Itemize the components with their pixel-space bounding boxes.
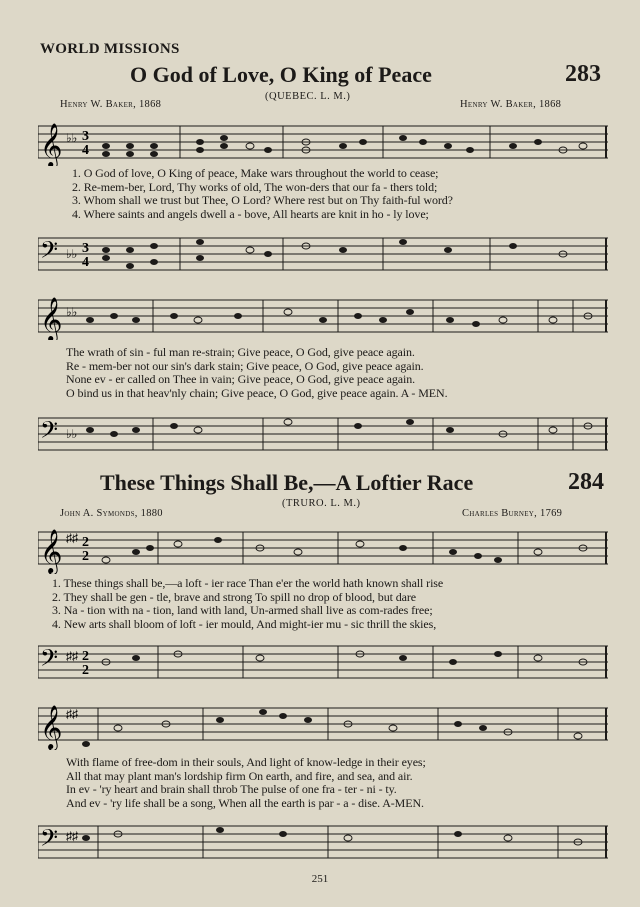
svg-text:2: 2 [82,549,89,564]
verse-line: 1. These things shall be,—a loft - ier race Than e'er the world hath known shall rise [52,576,444,590]
bass-staff [38,636,608,686]
svg-text:♯♯: ♯♯ [66,707,78,721]
verse-line: 4. Where saints and angels dwell a - bove, All hearts are knit in ho - ly love; [72,206,429,221]
svg-text:3: 3 [82,241,89,256]
svg-text:2: 2 [82,649,89,664]
svg-text:4: 4 [82,143,89,158]
author-credit: John A. Symonds, 1880 [60,508,163,519]
svg-text:3: 3 [82,129,89,144]
bass-staff [38,816,608,866]
author-credit: Henry W. Baker, 1868 [60,99,162,110]
svg-text:♭♭: ♭♭ [66,305,78,319]
verse-line: 2. They shall be gen - tle, brave and strong To spill no drop of blood, but dare [52,589,416,604]
svg-text:𝄞: 𝄞 [40,299,63,340]
svg-text:𝄢: 𝄢 [40,646,59,677]
svg-text:4: 4 [82,255,89,270]
verse-line: All that may plant man's lordship firm On earth, and fire, and sea, and air. [66,768,413,783]
composer-credit: Charles Burney, 1769 [462,508,563,519]
treble-clef-icon: 𝄞 [40,123,63,166]
verse-line: None ev - er called on Thee in vain; Give peace, O God, give peace again. [66,372,415,386]
composer-credit: Henry W. Baker, 1868 [460,99,562,110]
verse-line: 4. New arts shall bloom of loft - ier mould, And might-ier mu - sic thrill the skies, [52,616,437,631]
verse-line: 2. Re-mem-ber, Lord, Thy works of old, The won-ders that our fa - thers told; [72,179,438,194]
flat-icon: ♭♭ [66,131,78,145]
tune-name: (QUEBEC. L. M.) [265,91,351,102]
hymn-284-verses-b [66,756,426,810]
verse-line: O bind us in that heav'nly chain; Give peace, O God, give peace again. A - MEN. [66,385,448,400]
svg-text:♭♭: ♭♭ [66,427,78,441]
svg-text:♭♭: ♭♭ [66,247,78,261]
verse-line: In ev - 'ry heart and brain shall throb The pulse of one fra - ter - ni - ty. [66,782,397,796]
svg-text:𝄢: 𝄢 [40,418,59,449]
tune-name: (TRURO. L. M.) [282,498,361,509]
verse-line: 3. Whom shall we trust but Thee, O Lord? Where rest but on Thy faith-ful word? [72,193,453,207]
hymn-283-verses-a [72,167,453,221]
treble-staff [38,116,608,166]
verse-line: With flame of free-dom in their souls, And light of know-ledge in their eyes; [66,755,426,769]
hymn-283-verses-b [66,346,448,400]
treble-staff [38,522,608,574]
verse-line: Re - mem-ber not our sin's dark stain; Give peace, O God, give peace again. [66,358,424,373]
hymn-title: O God of Love, O King of Peace [130,62,432,87]
hymn-number: 284 [568,469,604,495]
verse-line: And ev - 'ry life shall be a song, When all the earth is par - a - dise. A-MEN. [66,795,424,810]
hymn-284-verses-a [52,577,443,631]
svg-text:♯♯: ♯♯ [66,649,78,663]
svg-text:𝄢: 𝄢 [40,826,59,857]
treble-staff [38,290,608,340]
hymn-number: 283 [565,61,601,87]
svg-text:𝄞: 𝄞 [40,707,63,749]
hymn-title: These Things Shall Be,—A Loftier Race [100,470,474,495]
section-label: WORLD MISSIONS [40,41,180,57]
bass-clef-icon: 𝄢 [40,238,59,269]
svg-text:2: 2 [82,535,89,550]
page-number: 251 [311,873,329,885]
svg-text:2: 2 [82,663,89,678]
sharp-icon: ♯♯ [66,531,78,545]
bass-staff [38,228,608,278]
treble-staff [38,698,608,750]
svg-text:𝄞: 𝄞 [40,531,63,573]
verse-line: 3. Na - tion with na - tion, land with land, Un-armed shall live as com-rades free; [52,603,433,617]
bass-staff [38,408,608,458]
verse-line: 1. O God of love, O King of peace, Make wars throughout the world to cease; [72,166,439,180]
svg-text:♯♯: ♯♯ [66,829,78,843]
verse-line: The wrath of sin - ful man re-strain; Give peace, O God, give peace again. [66,345,415,359]
